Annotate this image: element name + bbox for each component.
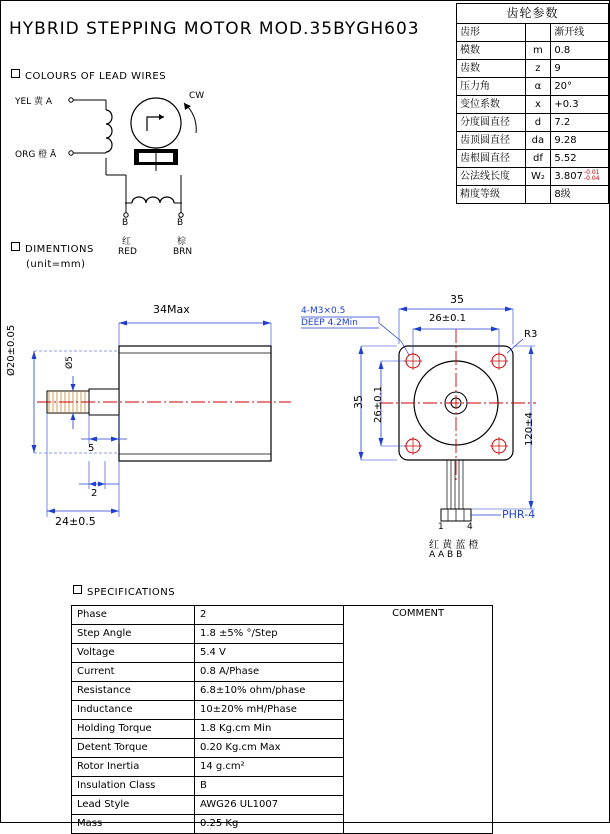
spec-row-name: Holding Torque (72, 720, 195, 739)
gear-row-name: 公法线长度 (457, 168, 526, 186)
spec-row-value: 1.8 ±5% °/Step (194, 625, 343, 644)
dim-label-dia5: Ø5 (65, 356, 75, 369)
spec-row-value: B (194, 777, 343, 796)
spec-row-value: 5.4 V (194, 644, 343, 663)
pin-phase-labels: A A B B (429, 550, 463, 560)
table-row (72, 606, 493, 625)
spec-row-value: 2 (194, 606, 343, 625)
dim-label-width26: 26±0.1 (429, 313, 467, 324)
table-row (457, 114, 609, 132)
table-row (457, 96, 609, 114)
table-row (457, 4, 609, 24)
gear-row-name: 齿顶圆直径 (457, 132, 526, 150)
tolerance-upper: -0.01 (583, 169, 600, 176)
gear-row-name: 变位系数 (457, 96, 526, 114)
spec-row-name: Voltage (72, 644, 195, 663)
dim-label-height26: 26±0.1 (373, 385, 384, 423)
table-row (457, 150, 609, 168)
spec-row-name: Phase (72, 606, 195, 625)
spec-row-name: Mass (72, 815, 195, 834)
section-heading-dimensions (11, 242, 94, 255)
table-row (457, 186, 609, 204)
dim-label-34max: 34Max (153, 303, 190, 316)
spec-row-name: Inductance (72, 701, 195, 720)
table-row (457, 60, 609, 78)
pin-number-4: 4 (467, 522, 473, 532)
gear-row-symbol: x (525, 96, 551, 114)
gear-row-symbol (525, 24, 551, 42)
spec-row-name: Resistance (72, 682, 195, 701)
gear-row-symbol: d (525, 114, 551, 132)
cw-rotation-label: CW (189, 91, 205, 101)
spec-row-name: Insulation Class (72, 777, 195, 796)
spec-row-name: Rotor Inertia (72, 758, 195, 777)
gear-row-value: 20° (551, 78, 609, 96)
spec-row-name: Lead Style (72, 796, 195, 815)
spec-row-value: 10±20% mH/Phase (194, 701, 343, 720)
spec-row-value: 1.8 Kg.cm Min (194, 720, 343, 739)
spec-row-name: Current (72, 663, 195, 682)
gear-row-name: 精度等级 (457, 186, 526, 204)
dimension-drawings (1, 281, 610, 581)
gear-row-name: 模数 (457, 42, 526, 60)
tap-note-line1: 4-M3×0.5 (301, 306, 346, 316)
table-row (457, 42, 609, 60)
gear-row-value: 9.28 (551, 132, 609, 150)
lead-label-b-bar: B̄ (177, 218, 184, 228)
wiring-diagram-svg (1, 63, 301, 223)
gear-table-caption: 齿轮参数 (457, 4, 609, 24)
gear-row-value: 渐开线 (551, 24, 609, 42)
spec-row-value: 0.8 A/Phase (194, 663, 343, 682)
dim-label-2: 2 (91, 488, 98, 499)
span-length-value: 3.807 (554, 171, 583, 182)
lead-color-red-en: RED (118, 247, 137, 257)
gear-row-value: 8级 (551, 186, 609, 204)
gear-row-value: +0.3 (551, 96, 609, 114)
gear-row-symbol (525, 186, 551, 204)
gear-row-value: 0.8 (551, 42, 609, 60)
gear-row-symbol: z (525, 60, 551, 78)
spec-row-value: 0.25 Kg (194, 815, 343, 834)
spec-row-value: AWG26 UL1007 (194, 796, 343, 815)
gear-row-symbol: da (525, 132, 551, 150)
pin-number-1: 1 (438, 522, 444, 532)
table-row (457, 24, 609, 42)
table-row (457, 78, 609, 96)
lead-color-red-cn: 红 (122, 237, 132, 247)
comment-column-header: COMMENT (344, 606, 493, 834)
section-heading-specifications-label: SPECIFICATIONS (87, 587, 176, 598)
gear-row-symbol: m (525, 42, 551, 60)
gear-row-name: 齿数 (457, 60, 526, 78)
lead-label-orange: ORG 橙 Ā (15, 150, 57, 160)
gear-row-value: 7.2 (551, 114, 609, 132)
spec-row-name: Detent Torque (72, 739, 195, 758)
page-title: HYBRID STEPPING MOTOR MOD.35BYGH603 (9, 19, 420, 39)
gear-row-value: 5.52 (551, 150, 609, 168)
tolerance-lower: -0.04 (583, 175, 600, 182)
bullet-square-icon (11, 242, 20, 251)
connector-label: PHR-4 (502, 508, 536, 521)
pin-colors-cn: 红 黄 蓝 橙 (429, 540, 479, 551)
bullet-square-icon (73, 585, 82, 594)
gear-row-value (551, 168, 609, 186)
dim-label-5: 5 (88, 443, 95, 454)
dim-label-120: 120±4 (524, 412, 535, 446)
spec-row-name: Step Angle (72, 625, 195, 644)
gear-row-name: 分度圆直径 (457, 114, 526, 132)
gear-row-symbol: W₂ (525, 168, 551, 186)
tolerance-stack (584, 170, 600, 182)
section-heading-colours-label: COLOURS OF LEAD WIRES (25, 71, 167, 82)
tap-note-line2: DEEP 4.2Min (301, 318, 358, 328)
gear-row-symbol: α (525, 78, 551, 96)
gear-row-name: 齿根圆直径 (457, 150, 526, 168)
lead-color-brown-en: BRN (173, 247, 193, 257)
dim-label-width35: 35 (450, 293, 464, 306)
gear-row-name: 齿形 (457, 24, 526, 42)
gear-parameter-table (456, 3, 609, 204)
dim-label-r3: R3 (524, 329, 538, 340)
specifications-table (71, 605, 493, 834)
dim-label-dia20: Ø20±0.05 (6, 324, 17, 376)
spec-row-value: 0.20 Kg.cm Max (194, 739, 343, 758)
table-row (457, 132, 609, 150)
section-heading-specifications (73, 585, 175, 598)
gear-row-symbol: df (525, 150, 551, 168)
dim-label-24: 24±0.5 (55, 515, 96, 528)
lead-color-brown-cn: 棕 (177, 237, 187, 247)
spec-row-value: 6.8±10% ohm/phase (194, 682, 343, 701)
spec-row-value: 14 g.cm² (194, 758, 343, 777)
gear-row-name: 压力角 (457, 78, 526, 96)
section-heading-dimensions-label: DIMENTIONS (25, 244, 94, 255)
table-row (457, 168, 609, 186)
dim-label-height35: 35 (352, 395, 365, 409)
gear-row-value: 9 (551, 60, 609, 78)
lead-label-b: B (122, 218, 129, 228)
dimensions-unit-note: (unit=mm) (26, 259, 86, 270)
lead-label-yellow: YEL 黄 A (15, 97, 53, 107)
